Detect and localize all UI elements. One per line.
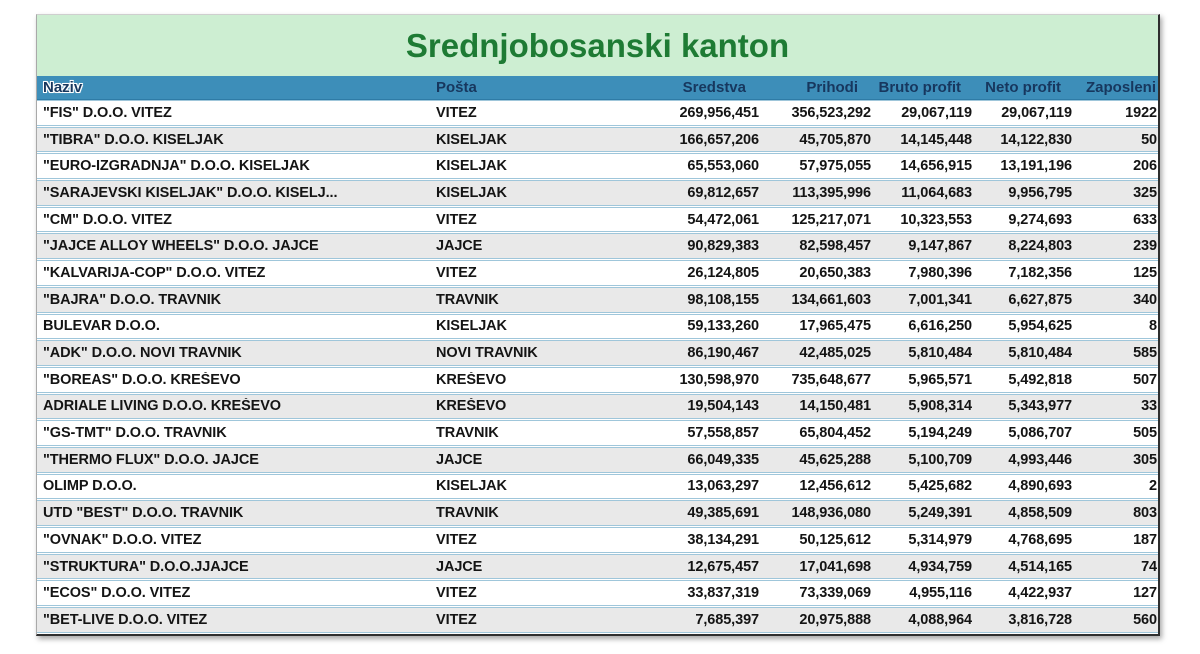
cell-prihodi: 125,217,071 — [791, 211, 871, 228]
cell-naziv: "TIBRA" D.O.O. KISELJAK — [43, 131, 224, 148]
column-header-zaposleni[interactable]: Zaposleni — [1085, 79, 1156, 96]
cell-sredstva: 13,063,297 — [687, 478, 759, 495]
table-row[interactable] — [37, 127, 1158, 153]
cell-naziv: OLIMP D.O.O. — [43, 478, 137, 495]
cell-prihodi: 82,598,457 — [799, 238, 871, 255]
cell-neto_profit: 6,627,875 — [1008, 291, 1072, 308]
cell-naziv: ADRIALE LIVING D.O.O. KREŠEVO — [43, 398, 281, 415]
cell-neto_profit: 7,182,356 — [1008, 264, 1072, 281]
cell-bruto_profit: 7,001,341 — [908, 291, 972, 308]
cell-zaposleni: 127 — [1133, 585, 1157, 602]
cell-prihodi: 45,705,870 — [799, 131, 871, 148]
table-row[interactable] — [37, 153, 1158, 179]
cell-bruto_profit: 7,980,396 — [908, 264, 972, 281]
cell-bruto_profit: 5,965,571 — [908, 371, 972, 388]
cell-bruto_profit: 29,067,119 — [901, 104, 972, 121]
cell-naziv: "GS-TMT" D.O.O. TRAVNIK — [43, 425, 227, 442]
cell-posta: JAJCE — [436, 451, 483, 468]
column-header-bruto_profit[interactable]: Bruto profit — [878, 79, 961, 96]
cell-prihodi: 134,661,603 — [791, 291, 871, 308]
cell-neto_profit: 9,274,693 — [1008, 211, 1072, 228]
cell-prihodi: 50,125,612 — [799, 531, 871, 548]
cell-posta: KISELJAK — [436, 158, 507, 175]
table-row[interactable] — [37, 287, 1158, 313]
cell-zaposleni: 239 — [1133, 238, 1157, 255]
cell-posta: TRAVNIK — [436, 505, 499, 522]
table-body — [37, 100, 1158, 634]
cell-bruto_profit: 5,908,314 — [908, 398, 972, 415]
cell-bruto_profit: 5,425,682 — [908, 478, 972, 495]
cell-sredstva: 86,190,467 — [687, 345, 759, 362]
cell-prihodi: 17,965,475 — [799, 318, 871, 335]
cell-sredstva: 26,124,805 — [687, 264, 759, 281]
cell-neto_profit: 4,514,165 — [1008, 558, 1072, 575]
cell-neto_profit: 5,086,707 — [1008, 425, 1072, 442]
cell-bruto_profit: 6,616,250 — [908, 318, 972, 335]
cell-neto_profit: 8,224,803 — [1008, 238, 1072, 255]
cell-sredstva: 66,049,335 — [687, 451, 759, 468]
cell-neto_profit: 3,816,728 — [1008, 611, 1072, 628]
table-header-row — [37, 76, 1158, 100]
cell-sredstva: 69,812,657 — [687, 184, 759, 201]
cell-sredstva: 269,956,451 — [679, 104, 759, 121]
cell-naziv: "JAJCE ALLOY WHEELS" D.O.O. JAJCE — [43, 238, 319, 255]
cell-posta: KISELJAK — [436, 184, 507, 201]
cell-zaposleni: 803 — [1133, 505, 1157, 522]
cell-sredstva: 90,829,383 — [687, 238, 759, 255]
column-header-prihodi[interactable]: Prihodi — [806, 79, 858, 96]
cell-neto_profit: 13,191,196 — [1000, 158, 1072, 175]
cell-prihodi: 12,456,612 — [799, 478, 871, 495]
cell-bruto_profit: 4,934,759 — [908, 558, 972, 575]
cell-sredstva: 7,685,397 — [695, 611, 759, 628]
cell-sredstva: 12,675,457 — [687, 558, 759, 575]
cell-posta: VITEZ — [436, 531, 477, 548]
column-header-sredstva[interactable]: Sredstva — [682, 79, 746, 96]
cell-bruto_profit: 9,147,867 — [908, 238, 972, 255]
cell-prihodi: 14,150,481 — [799, 398, 871, 415]
cell-prihodi: 735,648,677 — [791, 371, 871, 388]
table-row[interactable] — [37, 207, 1158, 233]
column-header-naziv[interactable]: Naziv — [43, 79, 83, 96]
cell-sredstva: 59,133,260 — [687, 318, 759, 335]
cell-naziv: "EURO-IZGRADNJA" D.O.O. KISELJAK — [43, 158, 310, 175]
cell-zaposleni: 74 — [1141, 558, 1157, 575]
cell-zaposleni: 305 — [1133, 451, 1157, 468]
cell-prihodi: 57,975,055 — [799, 158, 871, 175]
table-row[interactable] — [37, 580, 1158, 606]
cell-bruto_profit: 5,100,709 — [908, 451, 972, 468]
cell-sredstva: 166,657,206 — [679, 131, 759, 148]
cell-zaposleni: 560 — [1133, 611, 1157, 628]
cell-prihodi: 356,523,292 — [791, 104, 871, 121]
cell-naziv: "STRUKTURA" D.O.O.JJAJCE — [43, 558, 249, 575]
cell-naziv: "THERMO FLUX" D.O.O. JAJCE — [43, 451, 259, 468]
cell-prihodi: 20,975,888 — [799, 611, 871, 628]
table-row[interactable] — [37, 474, 1158, 500]
table-row[interactable] — [37, 314, 1158, 340]
cell-neto_profit: 14,122,830 — [1000, 131, 1072, 148]
table-row[interactable] — [37, 233, 1158, 259]
table-row[interactable] — [37, 340, 1158, 366]
cell-zaposleni: 325 — [1133, 184, 1157, 201]
cell-neto_profit: 4,768,695 — [1008, 531, 1072, 548]
column-header-posta[interactable]: Pošta — [436, 79, 477, 96]
cell-prihodi: 65,804,452 — [799, 425, 871, 442]
cell-posta: VITEZ — [436, 104, 477, 121]
cell-posta: TRAVNIK — [436, 425, 499, 442]
cell-neto_profit: 5,810,484 — [1008, 345, 1072, 362]
cell-sredstva: 130,598,970 — [679, 371, 759, 388]
table-row[interactable] — [37, 447, 1158, 473]
cell-sredstva: 38,134,291 — [687, 531, 759, 548]
cell-bruto_profit: 4,955,116 — [909, 585, 972, 602]
cell-zaposleni: 633 — [1133, 211, 1157, 228]
cell-neto_profit: 4,422,937 — [1008, 585, 1072, 602]
cell-zaposleni: 585 — [1133, 345, 1157, 362]
table-row[interactable] — [37, 100, 1158, 126]
cell-zaposleni: 2 — [1149, 478, 1157, 495]
cell-naziv: "ECOS" D.O.O. VITEZ — [43, 585, 191, 602]
cell-zaposleni: 50 — [1141, 131, 1157, 148]
table-row[interactable] — [37, 527, 1158, 553]
report-table-container — [36, 14, 1160, 636]
cell-prihodi: 45,625,288 — [799, 451, 871, 468]
cell-posta: KISELJAK — [436, 478, 507, 495]
cell-posta: KREŠEVO — [436, 398, 507, 415]
table-row[interactable] — [37, 367, 1158, 393]
cell-bruto_profit: 4,088,964 — [908, 611, 972, 628]
cell-prihodi: 20,650,383 — [799, 264, 871, 281]
cell-naziv: "SARAJEVSKI KISELJAK" D.O.O. KISELJ... — [43, 184, 338, 201]
table-row[interactable] — [37, 420, 1158, 446]
cell-zaposleni: 33 — [1141, 398, 1157, 415]
cell-bruto_profit: 5,314,979 — [908, 531, 972, 548]
cell-prihodi: 113,395,996 — [792, 184, 871, 201]
cell-bruto_profit: 11,064,683 — [901, 184, 972, 201]
table-row[interactable] — [37, 260, 1158, 286]
cell-sredstva: 19,504,143 — [687, 398, 759, 415]
cell-posta: VITEZ — [436, 611, 477, 628]
cell-posta: VITEZ — [436, 264, 477, 281]
cell-prihodi: 17,041,698 — [799, 558, 871, 575]
cell-zaposleni: 1922 — [1125, 104, 1157, 121]
cell-naziv: "BET-LIVE D.O.O. VITEZ — [43, 611, 208, 628]
cell-prihodi: 148,936,080 — [791, 505, 871, 522]
cell-neto_profit: 4,890,693 — [1008, 478, 1072, 495]
cell-zaposleni: 507 — [1133, 371, 1157, 388]
table-row[interactable] — [37, 180, 1158, 206]
cell-neto_profit: 9,956,795 — [1008, 184, 1072, 201]
cell-sredstva: 54,472,061 — [687, 211, 759, 228]
cell-zaposleni: 125 — [1133, 264, 1157, 281]
table-row[interactable] — [37, 607, 1158, 633]
cell-posta: VITEZ — [436, 211, 477, 228]
cell-posta: JAJCE — [436, 238, 483, 255]
cell-sredstva: 33,837,319 — [687, 585, 759, 602]
report-title: Srednjobosanski kanton — [405, 26, 790, 64]
cell-sredstva: 57,558,857 — [687, 425, 759, 442]
cell-zaposleni: 206 — [1133, 158, 1157, 175]
cell-bruto_profit: 14,656,915 — [900, 158, 972, 175]
cell-bruto_profit: 5,810,484 — [908, 345, 972, 362]
cell-naziv: "FIS" D.O.O. VITEZ — [43, 104, 172, 121]
cell-posta: VITEZ — [436, 585, 477, 602]
cell-naziv: "KALVARIJA-COP" D.O.O. VITEZ — [43, 264, 266, 281]
column-header-neto_profit[interactable]: Neto profit — [985, 79, 1061, 96]
cell-posta: TRAVNIK — [436, 291, 499, 308]
cell-neto_profit: 5,343,977 — [1008, 398, 1072, 415]
cell-neto_profit: 29,067,119 — [1001, 104, 1072, 121]
cell-zaposleni: 187 — [1133, 531, 1157, 548]
cell-neto_profit: 5,492,818 — [1008, 371, 1072, 388]
cell-sredstva: 65,553,060 — [687, 158, 759, 175]
cell-posta: KISELJAK — [436, 318, 507, 335]
cell-naziv: BULEVAR D.O.O. — [43, 318, 160, 335]
cell-naziv: "CM" D.O.O. VITEZ — [43, 211, 172, 228]
cell-zaposleni: 340 — [1133, 291, 1157, 308]
table-row[interactable] — [37, 500, 1158, 526]
cell-posta: KREŠEVO — [436, 371, 507, 388]
table-row[interactable] — [37, 394, 1158, 420]
table-row[interactable] — [37, 554, 1158, 580]
cell-bruto_profit: 14,145,448 — [900, 131, 972, 148]
cell-prihodi: 73,339,069 — [799, 585, 871, 602]
cell-bruto_profit: 5,249,391 — [908, 505, 972, 522]
report-title-band — [37, 15, 1158, 76]
cell-naziv: UTD "BEST" D.O.O. TRAVNIK — [43, 505, 244, 522]
cell-naziv: "ADK" D.O.O. NOVI TRAVNIK — [43, 345, 242, 362]
cell-neto_profit: 4,858,509 — [1008, 505, 1072, 522]
cell-sredstva: 98,108,155 — [687, 291, 759, 308]
cell-zaposleni: 505 — [1133, 425, 1157, 442]
cell-sredstva: 49,385,691 — [687, 505, 759, 522]
cell-naziv: "BOREAS" D.O.O. KREŠEVO — [43, 371, 241, 388]
cell-posta: KISELJAK — [436, 131, 507, 148]
cell-naziv: "BAJRA" D.O.O. TRAVNIK — [43, 291, 222, 308]
cell-bruto_profit: 5,194,249 — [908, 425, 972, 442]
cell-zaposleni: 8 — [1149, 318, 1157, 335]
cell-neto_profit: 5,954,625 — [1008, 318, 1072, 335]
cell-posta: NOVI TRAVNIK — [436, 345, 538, 362]
cell-naziv: "OVNAK" D.O.O. VITEZ — [43, 531, 202, 548]
cell-bruto_profit: 10,323,553 — [900, 211, 972, 228]
cell-prihodi: 42,485,025 — [799, 345, 871, 362]
cell-posta: JAJCE — [436, 558, 483, 575]
cell-neto_profit: 4,993,446 — [1008, 451, 1072, 468]
